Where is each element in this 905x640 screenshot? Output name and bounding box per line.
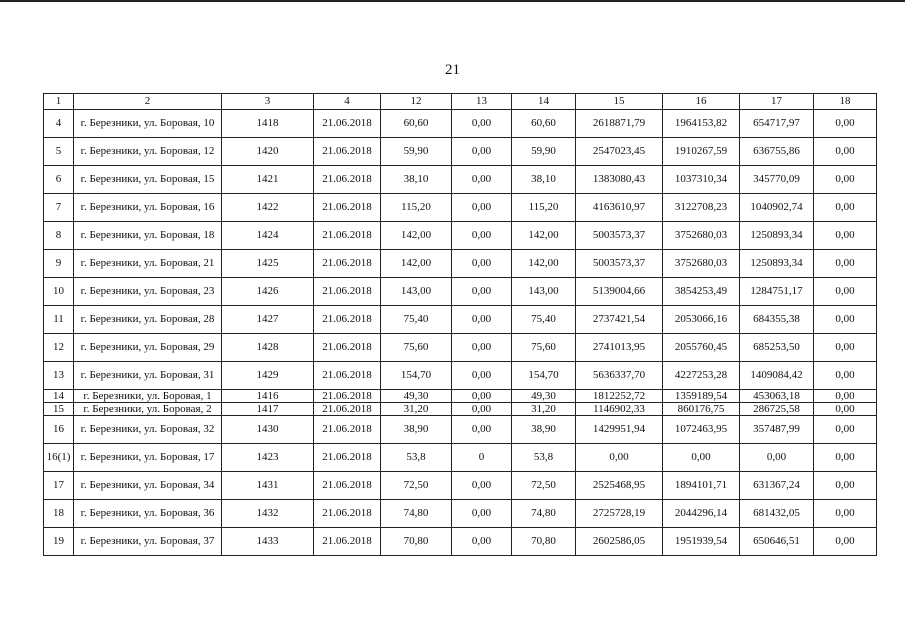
code-cell: 1418 xyxy=(222,110,314,138)
value-col16: 1894101,71 xyxy=(663,472,740,500)
date-cell: 21.06.2018 xyxy=(314,362,381,390)
value-col16: 3752680,03 xyxy=(663,222,740,250)
date-cell: 21.06.2018 xyxy=(314,250,381,278)
row-number: 14 xyxy=(44,390,74,403)
table-row xyxy=(44,403,877,416)
date-cell: 21.06.2018 xyxy=(314,194,381,222)
value-col14: 38,10 xyxy=(512,166,576,194)
value-col14: 142,00 xyxy=(512,222,576,250)
row-number: 16(1) xyxy=(44,444,74,472)
date-cell: 21.06.2018 xyxy=(314,278,381,306)
value-col17: 636755,86 xyxy=(740,138,814,166)
value-col12: 38,90 xyxy=(381,416,452,444)
value-col13: 0,00 xyxy=(452,390,512,403)
value-col14: 53,8 xyxy=(512,444,576,472)
value-col13: 0,00 xyxy=(452,334,512,362)
value-col14: 154,70 xyxy=(512,362,576,390)
value-col15: 2618871,79 xyxy=(576,110,663,138)
code-cell: 1421 xyxy=(222,166,314,194)
table-row xyxy=(44,334,877,362)
address-cell: г. Березники, ул. Боровая, 29 xyxy=(74,334,222,362)
value-col18: 0,00 xyxy=(814,194,877,222)
value-col14: 38,90 xyxy=(512,416,576,444)
table-row xyxy=(44,500,877,528)
value-col17: 453063,18 xyxy=(740,390,814,403)
value-col13: 0,00 xyxy=(452,528,512,556)
table-row xyxy=(44,472,877,500)
date-cell: 21.06.2018 xyxy=(314,403,381,416)
value-col13: 0,00 xyxy=(452,403,512,416)
value-col13: 0,00 xyxy=(452,472,512,500)
value-col15: 2525468,95 xyxy=(576,472,663,500)
value-col16: 1072463,95 xyxy=(663,416,740,444)
value-col17: 631367,24 xyxy=(740,472,814,500)
row-number: 18 xyxy=(44,500,74,528)
date-cell: 21.06.2018 xyxy=(314,166,381,194)
value-col15: 2725728,19 xyxy=(576,500,663,528)
value-col17: 1409084,42 xyxy=(740,362,814,390)
row-number: 15 xyxy=(44,403,74,416)
row-number: 10 xyxy=(44,278,74,306)
value-col13: 0,00 xyxy=(452,222,512,250)
value-col12: 70,80 xyxy=(381,528,452,556)
table-row xyxy=(44,306,877,334)
date-cell: 21.06.2018 xyxy=(314,222,381,250)
value-col12: 154,70 xyxy=(381,362,452,390)
value-col16: 1951939,54 xyxy=(663,528,740,556)
date-cell: 21.06.2018 xyxy=(314,110,381,138)
value-col18: 0,00 xyxy=(814,306,877,334)
col-header: 18 xyxy=(814,94,877,110)
row-number: 7 xyxy=(44,194,74,222)
address-cell: г. Березники, ул. Боровая, 16 xyxy=(74,194,222,222)
value-col12: 142,00 xyxy=(381,222,452,250)
value-col15: 4163610,97 xyxy=(576,194,663,222)
value-col18: 0,00 xyxy=(814,472,877,500)
address-cell: г. Березники, ул. Боровая, 23 xyxy=(74,278,222,306)
value-col14: 59,90 xyxy=(512,138,576,166)
code-cell: 1423 xyxy=(222,444,314,472)
value-col13: 0,00 xyxy=(452,138,512,166)
table-row xyxy=(44,390,877,403)
value-col16: 1037310,34 xyxy=(663,166,740,194)
code-cell: 1430 xyxy=(222,416,314,444)
value-col12: 38,10 xyxy=(381,166,452,194)
value-col18: 0,00 xyxy=(814,403,877,416)
table-row xyxy=(44,110,877,138)
table-row xyxy=(44,166,877,194)
value-col13: 0,00 xyxy=(452,416,512,444)
row-number: 17 xyxy=(44,472,74,500)
date-cell: 21.06.2018 xyxy=(314,472,381,500)
value-col17: 654717,97 xyxy=(740,110,814,138)
value-col15: 2547023,45 xyxy=(576,138,663,166)
value-col12: 31,20 xyxy=(381,403,452,416)
table-row xyxy=(44,138,877,166)
value-col14: 75,40 xyxy=(512,306,576,334)
date-cell: 21.06.2018 xyxy=(314,138,381,166)
value-col17: 286725,58 xyxy=(740,403,814,416)
value-col17: 345770,09 xyxy=(740,166,814,194)
code-cell: 1427 xyxy=(222,306,314,334)
value-col18: 0,00 xyxy=(814,138,877,166)
address-cell: г. Березники, ул. Боровая, 10 xyxy=(74,110,222,138)
address-cell: г. Березники, ул. Боровая, 2 xyxy=(74,403,222,416)
value-col14: 74,80 xyxy=(512,500,576,528)
value-col12: 60,60 xyxy=(381,110,452,138)
table-row xyxy=(44,250,877,278)
value-col12: 75,60 xyxy=(381,334,452,362)
code-cell: 1431 xyxy=(222,472,314,500)
address-cell: г. Березники, ул. Боровая, 32 xyxy=(74,416,222,444)
value-col15: 2602586,05 xyxy=(576,528,663,556)
value-col18: 0,00 xyxy=(814,278,877,306)
value-col18: 0,00 xyxy=(814,334,877,362)
row-number: 12 xyxy=(44,334,74,362)
row-number: 5 xyxy=(44,138,74,166)
col-header: 2 xyxy=(74,94,222,110)
code-cell: 1417 xyxy=(222,403,314,416)
value-col14: 142,00 xyxy=(512,250,576,278)
data-table xyxy=(43,93,877,556)
col-header: 13 xyxy=(452,94,512,110)
value-col15: 5139004,66 xyxy=(576,278,663,306)
code-cell: 1429 xyxy=(222,362,314,390)
col-header: 17 xyxy=(740,94,814,110)
value-col18: 0,00 xyxy=(814,222,877,250)
value-col12: 49,30 xyxy=(381,390,452,403)
col-header: 16 xyxy=(663,94,740,110)
value-col18: 0,00 xyxy=(814,166,877,194)
page-number: 21 xyxy=(445,62,460,78)
value-col14: 143,00 xyxy=(512,278,576,306)
value-col12: 142,00 xyxy=(381,250,452,278)
col-header: 15 xyxy=(576,94,663,110)
value-col12: 74,80 xyxy=(381,500,452,528)
value-col16: 1964153,82 xyxy=(663,110,740,138)
table-row xyxy=(44,278,877,306)
address-cell: г. Березники, ул. Боровая, 37 xyxy=(74,528,222,556)
value-col15: 5003573,37 xyxy=(576,250,663,278)
address-cell: г. Березники, ул. Боровая, 1 xyxy=(74,390,222,403)
value-col14: 31,20 xyxy=(512,403,576,416)
address-cell: г. Березники, ул. Боровая, 34 xyxy=(74,472,222,500)
value-col18: 0,00 xyxy=(814,416,877,444)
table-row xyxy=(44,444,877,472)
value-col16: 0,00 xyxy=(663,444,740,472)
col-header: 1 xyxy=(44,94,74,110)
address-cell: г. Березники, ул. Боровая, 18 xyxy=(74,222,222,250)
date-cell: 21.06.2018 xyxy=(314,500,381,528)
table-row xyxy=(44,416,877,444)
value-col12: 59,90 xyxy=(381,138,452,166)
code-cell: 1420 xyxy=(222,138,314,166)
value-col14: 72,50 xyxy=(512,472,576,500)
row-number: 19 xyxy=(44,528,74,556)
value-col13: 0 xyxy=(452,444,512,472)
value-col17: 681432,05 xyxy=(740,500,814,528)
address-cell: г. Березники, ул. Боровая, 12 xyxy=(74,138,222,166)
address-cell: г. Березники, ул. Боровая, 15 xyxy=(74,166,222,194)
value-col16: 4227253,28 xyxy=(663,362,740,390)
code-cell: 1425 xyxy=(222,250,314,278)
address-cell: г. Березники, ул. Боровая, 28 xyxy=(74,306,222,334)
value-col18: 0,00 xyxy=(814,528,877,556)
value-col15: 1146902,33 xyxy=(576,403,663,416)
value-col13: 0,00 xyxy=(452,110,512,138)
col-header: 12 xyxy=(381,94,452,110)
address-cell: г. Березники, ул. Боровая, 21 xyxy=(74,250,222,278)
value-col18: 0,00 xyxy=(814,250,877,278)
value-col14: 115,20 xyxy=(512,194,576,222)
row-number: 6 xyxy=(44,166,74,194)
row-number: 13 xyxy=(44,362,74,390)
date-cell: 21.06.2018 xyxy=(314,528,381,556)
value-col17: 650646,51 xyxy=(740,528,814,556)
top-border-line xyxy=(0,0,905,2)
value-col17: 684355,38 xyxy=(740,306,814,334)
date-cell: 21.06.2018 xyxy=(314,416,381,444)
value-col14: 70,80 xyxy=(512,528,576,556)
value-col12: 143,00 xyxy=(381,278,452,306)
value-col12: 115,20 xyxy=(381,194,452,222)
value-col17: 1250893,34 xyxy=(740,222,814,250)
value-col12: 75,40 xyxy=(381,306,452,334)
value-col17: 1040902,74 xyxy=(740,194,814,222)
col-header: 4 xyxy=(314,94,381,110)
col-header: 14 xyxy=(512,94,576,110)
row-number: 8 xyxy=(44,222,74,250)
value-col18: 0,00 xyxy=(814,362,877,390)
value-col18: 0,00 xyxy=(814,390,877,403)
value-col12: 72,50 xyxy=(381,472,452,500)
value-col13: 0,00 xyxy=(452,362,512,390)
code-cell: 1428 xyxy=(222,334,314,362)
value-col14: 75,60 xyxy=(512,334,576,362)
value-col17: 0,00 xyxy=(740,444,814,472)
value-col16: 3854253,49 xyxy=(663,278,740,306)
date-cell: 21.06.2018 xyxy=(314,334,381,362)
code-cell: 1424 xyxy=(222,222,314,250)
col-header: 3 xyxy=(222,94,314,110)
row-number: 4 xyxy=(44,110,74,138)
value-col16: 2053066,16 xyxy=(663,306,740,334)
header-row xyxy=(44,94,877,110)
value-col14: 49,30 xyxy=(512,390,576,403)
value-col18: 0,00 xyxy=(814,444,877,472)
value-col13: 0,00 xyxy=(452,306,512,334)
table-row xyxy=(44,362,877,390)
value-col13: 0,00 xyxy=(452,166,512,194)
date-cell: 21.06.2018 xyxy=(314,444,381,472)
code-cell: 1416 xyxy=(222,390,314,403)
value-col13: 0,00 xyxy=(452,250,512,278)
code-cell: 1422 xyxy=(222,194,314,222)
value-col16: 3752680,03 xyxy=(663,250,740,278)
value-col14: 60,60 xyxy=(512,110,576,138)
table-row xyxy=(44,528,877,556)
value-col15: 5636337,70 xyxy=(576,362,663,390)
row-number: 11 xyxy=(44,306,74,334)
value-col17: 685253,50 xyxy=(740,334,814,362)
value-col17: 1284751,17 xyxy=(740,278,814,306)
table-body xyxy=(44,110,877,556)
value-col18: 0,00 xyxy=(814,110,877,138)
row-number: 16 xyxy=(44,416,74,444)
date-cell: 21.06.2018 xyxy=(314,306,381,334)
value-col16: 2055760,45 xyxy=(663,334,740,362)
code-cell: 1432 xyxy=(222,500,314,528)
value-col16: 3122708,23 xyxy=(663,194,740,222)
value-col15: 1383080,43 xyxy=(576,166,663,194)
value-col16: 2044296,14 xyxy=(663,500,740,528)
value-col13: 0,00 xyxy=(452,278,512,306)
value-col13: 0,00 xyxy=(452,500,512,528)
date-cell: 21.06.2018 xyxy=(314,390,381,403)
value-col16: 1359189,54 xyxy=(663,390,740,403)
table-row xyxy=(44,222,877,250)
address-cell: г. Березники, ул. Боровая, 31 xyxy=(74,362,222,390)
table-row xyxy=(44,194,877,222)
value-col17: 357487,99 xyxy=(740,416,814,444)
address-cell: г. Березники, ул. Боровая, 17 xyxy=(74,444,222,472)
row-number: 9 xyxy=(44,250,74,278)
address-cell: г. Березники, ул. Боровая, 36 xyxy=(74,500,222,528)
value-col18: 0,00 xyxy=(814,500,877,528)
value-col17: 1250893,34 xyxy=(740,250,814,278)
value-col15: 1812252,72 xyxy=(576,390,663,403)
value-col13: 0,00 xyxy=(452,194,512,222)
value-col16: 860176,75 xyxy=(663,403,740,416)
value-col16: 1910267,59 xyxy=(663,138,740,166)
value-col15: 1429951,94 xyxy=(576,416,663,444)
value-col15: 5003573,37 xyxy=(576,222,663,250)
value-col15: 0,00 xyxy=(576,444,663,472)
value-col15: 2741013,95 xyxy=(576,334,663,362)
code-cell: 1433 xyxy=(222,528,314,556)
value-col15: 2737421,54 xyxy=(576,306,663,334)
value-col12: 53,8 xyxy=(381,444,452,472)
code-cell: 1426 xyxy=(222,278,314,306)
